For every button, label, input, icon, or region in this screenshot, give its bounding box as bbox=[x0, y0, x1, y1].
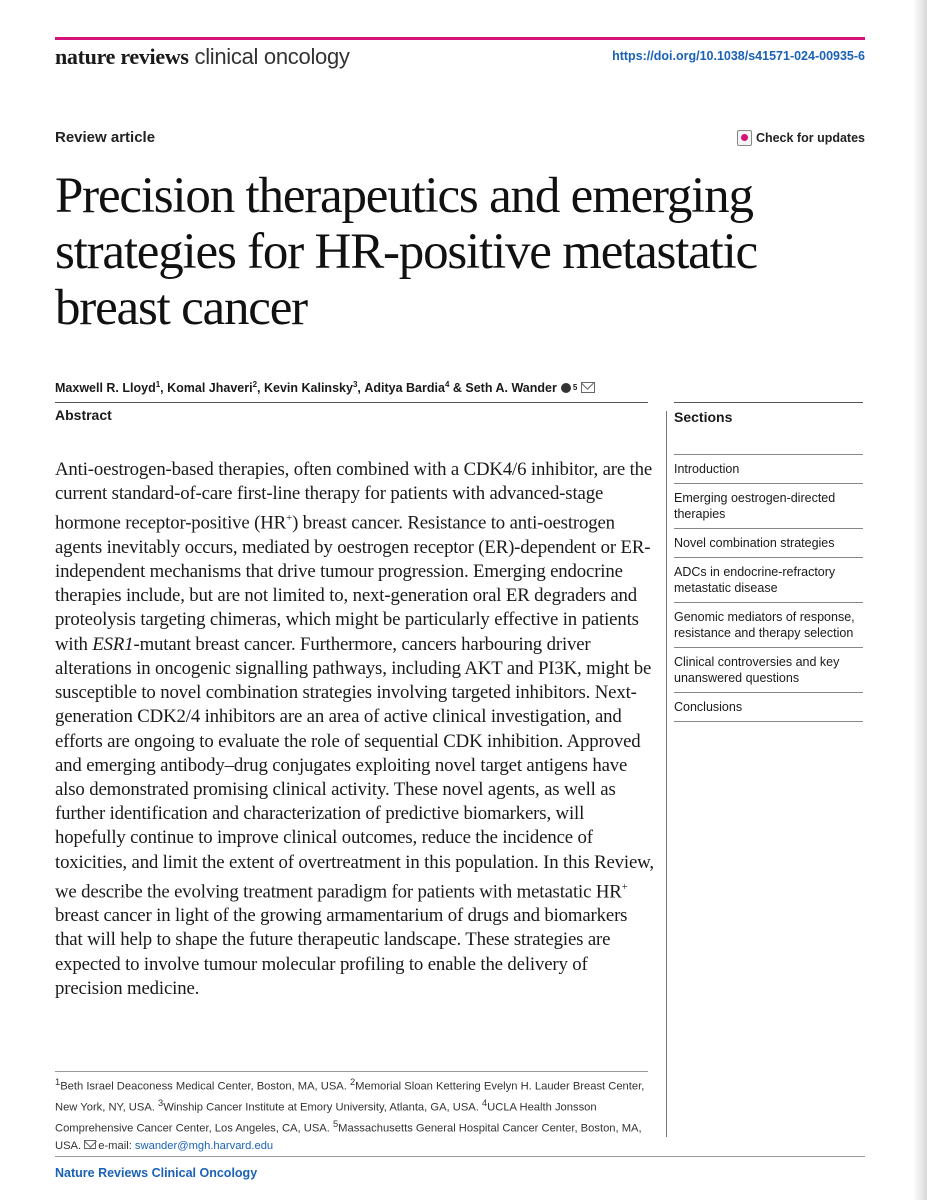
abstract-heading: Abstract bbox=[55, 407, 112, 423]
crossmark-icon bbox=[737, 130, 752, 146]
section-link-combination-strategies[interactable]: Novel combination strategies bbox=[674, 528, 863, 557]
journal-accent-rule bbox=[55, 37, 865, 40]
abstract-rule bbox=[55, 402, 648, 403]
doi-link[interactable]: https://doi.org/10.1038/s41571-024-00935-6 bbox=[612, 49, 865, 63]
author[interactable]: Seth A. Wander bbox=[465, 380, 557, 395]
section-link-adcs[interactable]: ADCs in endocrine-refractory metastatic disease bbox=[674, 557, 863, 602]
journal-masthead bbox=[55, 44, 350, 70]
section-link-conclusions[interactable]: Conclusions bbox=[674, 692, 863, 722]
orcid-icon[interactable] bbox=[561, 383, 571, 393]
affiliations-rule bbox=[55, 1071, 648, 1072]
check-for-updates-label: Check for updates bbox=[755, 131, 865, 145]
author-list: Maxwell R. Lloyd$^1$ , Komal Jhaveri$^2$ , Kevin Kalinsky$^3$ , Aditya Bardia$^4$ & Seth A. Wander 5 bbox=[55, 380, 595, 395]
email-icon[interactable] bbox=[581, 382, 595, 393]
section-link-introduction[interactable]: Introduction bbox=[674, 454, 863, 483]
journal-name-light: clinical oncology bbox=[188, 44, 350, 69]
section-link-genomic-mediators[interactable]: Genomic mediators of response, resistance and therapy selection bbox=[674, 602, 863, 647]
article-title: Precision therapeutics and emerging strategies for HR-positive metastatic breast cancer bbox=[55, 168, 757, 336]
author[interactable]: Kevin Kalinsky$^3$ bbox=[264, 380, 358, 396]
article-type-label: Review article bbox=[55, 129, 156, 146]
section-link-emerging-therapies[interactable]: Emerging oestrogen-directed therapies bbox=[674, 483, 863, 528]
author[interactable]: Maxwell R. Lloyd$^1$ bbox=[55, 380, 161, 396]
journal-name-bold: nature reviews bbox=[55, 44, 189, 69]
footer-rule bbox=[55, 1156, 865, 1157]
page-edge-shadow bbox=[913, 0, 927, 1200]
author[interactable]: Aditya Bardia$^4$ bbox=[364, 380, 450, 396]
sections-nav bbox=[674, 402, 863, 722]
affiliations: $^1$Beth Israel Deaconess Medical Center, Boston, MA, USA. $^2$Memorial Sloan Kettering Evelyn H. Lauder Breast Center, New York, NY, USA. $^3$Winship Cancer Institute at Emory University, Atlanta, GA, USA. $^4$UCLA Health Jonsson Comprehensive Cancer Center, Los Angeles, CA, USA. $^5$Massachusetts General Hospital Cancer Center, Boston, MA, USA. e-mail: swander@mgh.harvard.edu bbox=[55, 1077, 645, 1152]
sections-heading: Sections bbox=[674, 402, 863, 454]
email-link[interactable]: swander@mgh.harvard.edu bbox=[134, 1139, 274, 1152]
section-link-clinical-controversies[interactable]: Clinical controversies and key unanswered questions bbox=[674, 647, 863, 692]
author[interactable]: Komal Jhaveri$^2$ bbox=[167, 380, 258, 396]
check-for-updates-button[interactable] bbox=[737, 130, 865, 146]
footer-journal-name: Nature Reviews Clinical Oncology bbox=[55, 1166, 258, 1180]
sections-divider bbox=[666, 411, 667, 1137]
abstract-body: Anti-oestrogen-based therapies, often combined with a CDK4/6 inhibitor, are the current standard-of-care first-line therapy for patients with advanced-stage hormone receptor-positive (HR+) breast cancer. Resistance to anti-oestrogen agents inevitably occurs, mediated by oestrogen receptor (ER)-dependent or ER-independent mechanisms that drive tumour progression. Emerging endocrine therapies include, but are not limited to, next-generation oral ER degraders and proteolysis targeting chimeras, which might be particularly effective in patients with ESR1-mutant breast cancer. Furthermore, cancers harbouring driver alterations in oncogenic signalling pathways, including AKT and PI3K, might be susceptible to novel combination strategies involving targeted inhibitors. Next-generation CDK2/4 inhibitors are an area of active clinical investigation, and efforts are ongoing to evaluate the role of sequential CDK inhibition. Approved and emerging antibody–drug conjugates exploiting novel target antigens have also demonstrated promising clinical activity. These novel agents, as well as further identification and characterization of predictive biomarkers, will hopefully continue to improve clinical outcomes, reduce the incidence of toxicities, and limit the extent of overtreatment in this population. In this Review, we describe the evolving treatment paradigm for patients with metastatic HR+ breast cancer in light of the growing armamentarium of drugs and biomarkers that will help to shape the future therapeutic landscape. These strategies are expected to involve tumour molecular profiling to enable the delivery of precision medicine. bbox=[55, 459, 654, 999]
email-icon bbox=[84, 1140, 96, 1149]
